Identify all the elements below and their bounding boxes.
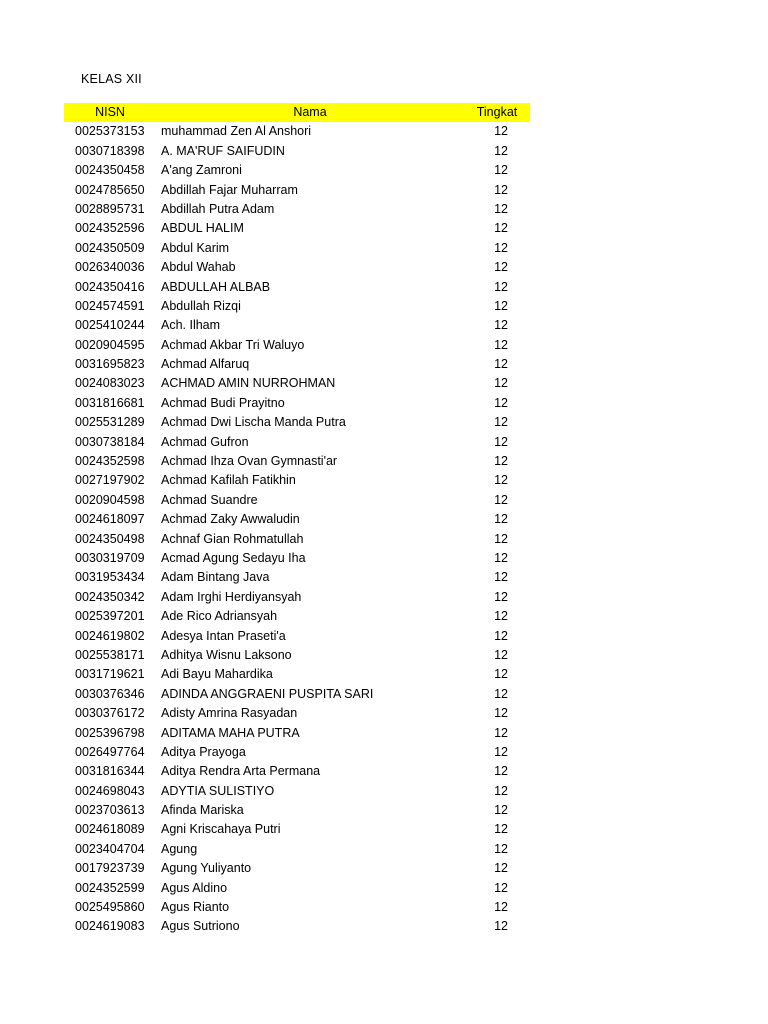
cell-tingkat: 12: [494, 163, 508, 178]
table-row: [64, 491, 530, 510]
cell-nisn: 0023404704: [75, 841, 145, 856]
cell-tingkat: 12: [494, 861, 508, 876]
cell-tingkat: 12: [494, 667, 508, 682]
table-row: [64, 762, 530, 781]
cell-nisn: 0020904595: [75, 337, 145, 352]
cell-tingkat: 12: [494, 279, 508, 294]
table-row: [64, 239, 530, 258]
cell-nama: ADYTIA SULISTIYO: [161, 783, 275, 798]
cell-nisn: 0025495860: [75, 900, 145, 915]
cell-nisn: 0024350416: [75, 279, 145, 294]
table-row: [64, 510, 530, 529]
table-row: [64, 782, 530, 801]
cell-tingkat: 12: [494, 512, 508, 527]
cell-nisn: 0030376346: [75, 686, 145, 701]
cell-nisn: 0024083023: [75, 376, 145, 391]
cell-tingkat: 12: [494, 473, 508, 488]
cell-tingkat: 12: [494, 628, 508, 643]
cell-nama: Achmad Gufron: [161, 434, 249, 449]
cell-nisn: 0024619802: [75, 628, 145, 643]
cell-nisn: 0030319709: [75, 550, 145, 565]
column-header-tingkat: Tingkat: [476, 105, 518, 119]
cell-tingkat: 12: [494, 298, 508, 313]
cell-tingkat: 12: [494, 415, 508, 430]
column-header-nisn: NISN: [95, 105, 125, 119]
cell-tingkat: 12: [494, 706, 508, 721]
cell-tingkat: 12: [494, 240, 508, 255]
table-row: [64, 820, 530, 839]
cell-nisn: 0025531289: [75, 415, 145, 430]
cell-nama: A'ang Zamroni: [161, 163, 242, 178]
cell-tingkat: 12: [494, 570, 508, 585]
cell-nama: Agus Rianto: [161, 900, 230, 915]
cell-nama: Adam Irghi Herdiyansyah: [161, 589, 302, 604]
cell-nisn: 0020904598: [75, 492, 145, 507]
table-row: [64, 433, 530, 452]
cell-tingkat: 12: [494, 900, 508, 915]
cell-nama: Ach. Ilham: [161, 318, 221, 333]
cell-nama: Adhitya Wisnu Laksono: [161, 647, 292, 662]
cell-nisn: 0023703613: [75, 803, 145, 818]
cell-nisn: 0024350509: [75, 240, 145, 255]
sheet-title: KELAS XII: [81, 72, 142, 86]
table-row: [64, 568, 530, 587]
cell-nisn: 0024618097: [75, 512, 145, 527]
table-row: [64, 879, 530, 898]
cell-nama: Abdul Wahab: [161, 260, 236, 275]
cell-nama: Adisty Amrina Rasyadan: [161, 706, 298, 721]
table-row: [64, 200, 530, 219]
cell-nisn: 0026340036: [75, 260, 145, 275]
cell-tingkat: 12: [494, 221, 508, 236]
cell-nisn: 0031953434: [75, 570, 145, 585]
table-body: [64, 122, 530, 936]
table-row: [64, 898, 530, 917]
cell-nama: Abdillah Fajar Muharram: [161, 182, 298, 197]
cell-tingkat: 12: [494, 764, 508, 779]
table-row: [64, 859, 530, 878]
table-row: [64, 549, 530, 568]
table-row: [64, 724, 530, 743]
cell-tingkat: 12: [494, 531, 508, 546]
cell-nisn: 0024350498: [75, 531, 145, 546]
table-row: [64, 646, 530, 665]
cell-nama: Achmad Kafilah Fatikhin: [161, 473, 296, 488]
table-row: [64, 316, 530, 335]
table-row: [64, 665, 530, 684]
cell-nama: Abdullah Rizqi: [161, 298, 241, 313]
cell-nisn: 0024350458: [75, 163, 145, 178]
cell-nama: Achmad Dwi Lischa Manda Putra: [161, 415, 346, 430]
cell-nama: Adi Bayu Mahardika: [161, 667, 273, 682]
cell-nisn: 0024785650: [75, 182, 145, 197]
cell-tingkat: 12: [494, 589, 508, 604]
cell-tingkat: 12: [494, 201, 508, 216]
cell-nama: muhammad Zen Al Anshori: [161, 124, 312, 139]
table-row: [64, 801, 530, 820]
cell-nisn: 0025410244: [75, 318, 145, 333]
cell-nisn: 0024698043: [75, 783, 145, 798]
table-row: [64, 122, 530, 141]
cell-nisn: 0031695823: [75, 357, 145, 372]
table-row: [64, 471, 530, 490]
cell-nama: Abdillah Putra Adam: [161, 201, 275, 216]
cell-nisn: 0024352599: [75, 880, 145, 895]
table-row: [64, 743, 530, 762]
cell-tingkat: 12: [494, 803, 508, 818]
cell-tingkat: 12: [494, 318, 508, 333]
table-row: [64, 588, 530, 607]
cell-tingkat: 12: [494, 260, 508, 275]
cell-nama: Acmad Agung Sedayu Iha: [161, 550, 306, 565]
cell-nama: Achmad Akbar Tri Waluyo: [161, 337, 305, 352]
cell-tingkat: 12: [494, 454, 508, 469]
cell-nama: Abdul Karim: [161, 240, 230, 255]
cell-nama: Achnaf Gian Rohmatullah: [161, 531, 304, 546]
cell-nisn: 0025396798: [75, 725, 145, 740]
cell-nama: Ade Rico Adriansyah: [161, 609, 278, 624]
table-row: [64, 161, 530, 180]
cell-tingkat: 12: [494, 492, 508, 507]
cell-nama: ADINDA ANGGRAENI PUSPITA SARI: [161, 686, 374, 701]
cell-tingkat: 12: [494, 841, 508, 856]
cell-tingkat: 12: [494, 434, 508, 449]
cell-tingkat: 12: [494, 395, 508, 410]
cell-nama: Achmad Zaky Awwaludin: [161, 512, 300, 527]
table-row: [64, 258, 530, 277]
cell-nisn: 0025397201: [75, 609, 145, 624]
cell-nisn: 0024618089: [75, 822, 145, 837]
cell-tingkat: 12: [494, 822, 508, 837]
cell-nama: Aditya Rendra Arta Permana: [161, 764, 321, 779]
table-row: [64, 278, 530, 297]
cell-tingkat: 12: [494, 550, 508, 565]
cell-nama: Agus Sutriono: [161, 919, 240, 934]
cell-tingkat: 12: [494, 143, 508, 158]
cell-tingkat: 12: [494, 725, 508, 740]
cell-nama: Agus Aldino: [161, 880, 228, 895]
cell-nama: Afinda Mariska: [161, 803, 244, 818]
cell-tingkat: 12: [494, 647, 508, 662]
table-header-row: [64, 103, 530, 122]
cell-nisn: 0031816344: [75, 764, 145, 779]
cell-nisn: 0027197902: [75, 473, 145, 488]
table-row: [64, 219, 530, 238]
cell-nama: Achmad Ihza Ovan Gymnasti'ar: [161, 454, 338, 469]
cell-nama: Agung Yuliyanto: [161, 861, 252, 876]
table-row: [64, 840, 530, 859]
cell-tingkat: 12: [494, 182, 508, 197]
table-row: [64, 336, 530, 355]
cell-tingkat: 12: [494, 783, 508, 798]
table-row: [64, 704, 530, 723]
table-row: [64, 297, 530, 316]
cell-nama: Adam Bintang Java: [161, 570, 270, 585]
cell-nisn: 0024574591: [75, 298, 145, 313]
cell-nisn: 0025373153: [75, 124, 145, 139]
cell-nisn: 0024619083: [75, 919, 145, 934]
cell-nama: Agung: [161, 841, 198, 856]
cell-nisn: 0026497764: [75, 744, 145, 759]
cell-nama: ACHMAD AMIN NURROHMAN: [161, 376, 336, 391]
table-row: [64, 374, 530, 393]
cell-nisn: 0028895731: [75, 201, 145, 216]
cell-nama: A. MA'RUF SAIFUDIN: [161, 143, 285, 158]
cell-nisn: 0030718398: [75, 143, 145, 158]
cell-nama: ABDUL HALIM: [161, 221, 244, 236]
cell-nisn: 0030376172: [75, 706, 145, 721]
cell-nisn: 0024352596: [75, 221, 145, 236]
table-row: [64, 413, 530, 432]
student-table: [64, 103, 530, 937]
cell-tingkat: 12: [494, 919, 508, 934]
cell-nisn: 0017923739: [75, 861, 145, 876]
table-row: [64, 685, 530, 704]
table-row: [64, 142, 530, 161]
cell-tingkat: 12: [494, 686, 508, 701]
cell-nisn: 0024350342: [75, 589, 145, 604]
cell-nisn: 0031719621: [75, 667, 145, 682]
cell-nama: Adesya Intan Praseti'a: [161, 628, 286, 643]
cell-tingkat: 12: [494, 124, 508, 139]
cell-tingkat: 12: [494, 357, 508, 372]
cell-nisn: 0031816681: [75, 395, 145, 410]
cell-nama: Aditya Prayoga: [161, 744, 246, 759]
table-row: [64, 355, 530, 374]
cell-nama: Agni Kriscahaya Putri: [161, 822, 281, 837]
column-header-nama: Nama: [293, 105, 327, 119]
table-row: [64, 530, 530, 549]
table-row: [64, 917, 530, 936]
cell-nama: ABDULLAH ALBAB: [161, 279, 271, 294]
cell-tingkat: 12: [494, 744, 508, 759]
cell-nama: Achmad Suandre: [161, 492, 258, 507]
cell-tingkat: 12: [494, 880, 508, 895]
table-row: [64, 452, 530, 471]
cell-nama: ADITAMA MAHA PUTRA: [161, 725, 300, 740]
table-row: [64, 181, 530, 200]
cell-tingkat: 12: [494, 337, 508, 352]
cell-nisn: 0024352598: [75, 454, 145, 469]
cell-nama: Achmad Alfaruq: [161, 357, 250, 372]
cell-tingkat: 12: [494, 376, 508, 391]
cell-nisn: 0025538171: [75, 647, 145, 662]
table-row: [64, 607, 530, 626]
cell-nisn: 0030738184: [75, 434, 145, 449]
table-row: [64, 394, 530, 413]
cell-tingkat: 12: [494, 609, 508, 624]
table-row: [64, 627, 530, 646]
cell-nama: Achmad Budi Prayitno: [161, 395, 285, 410]
